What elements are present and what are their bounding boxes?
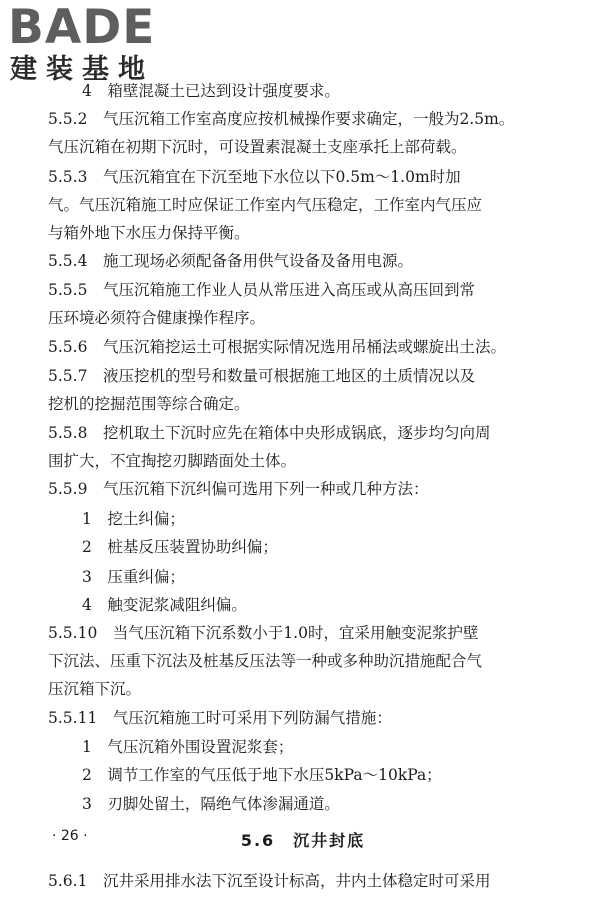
- text-line: 压环境必须符合健康操作程序。: [48, 309, 266, 327]
- logo-subtitle: 建装基地: [10, 54, 154, 85]
- list-item: 1 气压沉箱外围设置泥浆套；: [82, 738, 294, 756]
- text-line: 气压沉箱在初期下沉时，可设置素混凝土支座承托上部荷载。: [48, 138, 467, 156]
- text-line: 5.5.7 液压挖机的型号和数量可根据施工地区的土质情况以及: [48, 367, 475, 385]
- text-line: 与箱外地下水压力保持平衡。: [48, 224, 250, 242]
- text-line: 挖机的挖掘范围等综合确定。: [48, 395, 250, 413]
- text-line: 5.5.11 气压沉箱施工时可采用下列防漏气措施：: [48, 709, 392, 727]
- text-line: 5.5.3 气压沉箱宜在下沉至地下水位以下0.5m～1.0m时加: [48, 168, 461, 186]
- page-number: · 26 ·: [52, 828, 88, 844]
- section-title: 5.6 沉井封底: [240, 831, 366, 850]
- list-item: 2 桩基反压装置协助纠偏；: [82, 538, 278, 556]
- text-line: 5.5.5 气压沉箱施工作业人员从常压进入高压或从高压回到常: [48, 281, 475, 299]
- text-line: 5.5.9 气压沉箱下沉纠偏可选用下列一种或几种方法：: [48, 480, 429, 498]
- text-line: 5.6.1 沉井采用排水法下沉至设计标高，井内土体稳定时可采用: [48, 872, 491, 890]
- list-item: 4 触变泥浆减阻纠偏。: [82, 596, 247, 614]
- list-item: 1 挖土纠偏；: [82, 510, 185, 528]
- logo-word: BADE: [8, 0, 156, 55]
- text-line: 下沉法、压重下沉法及桩基反压法等一种或多种助沉措施配合气: [48, 652, 483, 670]
- text-line: 5.5.4 施工现场必须配备备用供气设备及备用电源。: [48, 252, 413, 270]
- list-item: 3 压重纠偏；: [82, 568, 185, 586]
- text-line: 4 箱壁混凝土已达到设计强度要求。: [82, 82, 340, 100]
- list-item: 3 刃脚处留土，隔绝气体渗漏通道。: [82, 795, 340, 813]
- text-line: 气。气压沉箱施工时应保证工作室内气压稳定，工作室内气压应: [48, 196, 483, 214]
- text-line: 5.5.10 当气压沉箱下沉系数小于1.0时，宜采用触变泥浆护壁: [48, 624, 479, 642]
- text-line: 5.5.2 气压沉箱工作室高度应按机械操作要求确定，一般为2.5m。: [48, 110, 515, 128]
- list-item: 2 调节工作室的气压低于地下水压5kPa～10kPa；: [82, 766, 442, 784]
- text-line: 压沉箱下沉。: [48, 680, 142, 698]
- text-line: 5.5.6 气压沉箱挖运土可根据实际情况选用吊桶法或螺旋出土法。: [48, 338, 506, 356]
- text-line: 5.5.8 挖机取土下沉时应先在箱体中央形成锅底，逐步均匀向周: [48, 424, 491, 442]
- text-line: 围扩大，不宜掏挖刃脚踏面处土体。: [48, 452, 297, 470]
